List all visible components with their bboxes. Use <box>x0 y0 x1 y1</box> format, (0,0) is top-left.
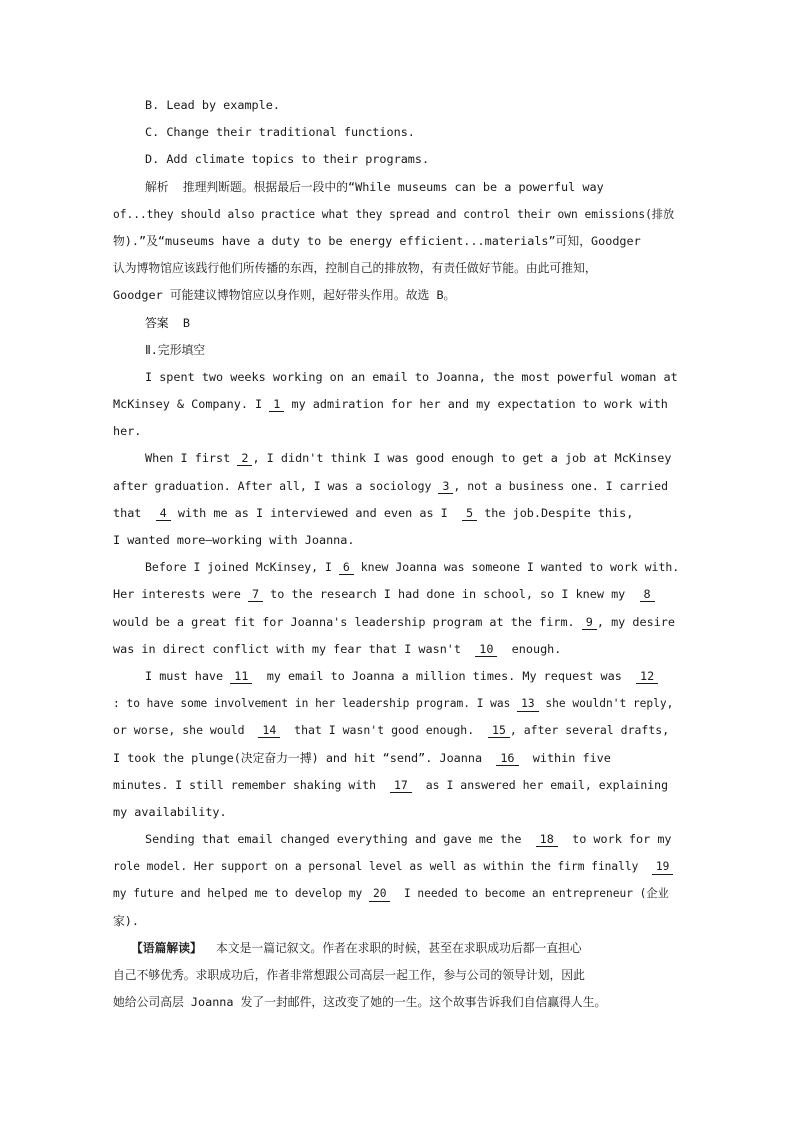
passage-p1-line-2 <box>113 391 681 418</box>
passage-text: , I didn't think I was good enough to get a job at McKinsey <box>252 451 672 466</box>
passage-text: within five <box>532 750 611 765</box>
passage-text: minutes. I still remember shaking with <box>113 777 377 792</box>
blank-15[interactable]: 15 <box>488 723 510 738</box>
analysis-text: 物).”及“museums have a duty to be energy efficient...materials”可知，Goodger <box>113 233 641 248</box>
passage-text: I took the plunge(决定奋力一搏) and hit “send”. Joanna <box>113 750 483 765</box>
passage-text: was in direct conflict with my fear that I wasn't <box>113 641 462 656</box>
passage-p4-line-2 <box>113 690 681 717</box>
option-letter: D. <box>145 152 160 167</box>
analysis-text: of...they should also practice what they spread and control their own emissions(排放 <box>113 207 675 221</box>
blank-11[interactable]: 11 <box>230 669 252 684</box>
passage-text: my email to Joanna a million times. My request was <box>266 668 622 683</box>
passage-p5-line-4: 家). <box>113 913 140 928</box>
passage-text: my future and helped me to develop my <box>113 887 363 901</box>
passage-p1-line-1: I spent two weeks working on an email to Joanna, the most powerful woman at <box>145 369 678 384</box>
passage-p5-line-2 <box>113 853 681 880</box>
option-text: Add climate topics to their programs. <box>166 152 430 167</box>
passage-text: McKinsey & Company. I <box>113 397 263 412</box>
passage-text: as I answered her email, explaining <box>425 777 669 792</box>
passage-text: I must have <box>145 668 224 683</box>
reading-line-2: 自己不够优秀。求职成功后，作者非常想跟公司高层一起工作，参与公司的领导计划，因此 <box>113 968 585 982</box>
passage-p3-line-3 <box>113 609 681 636</box>
analysis-text: 推理判断题。根据最后一段中的“While museums can be a powerful way <box>182 179 604 194</box>
passage-text: role model. Her support on a personal level as well as within the firm finally <box>113 860 639 874</box>
analysis-line-1 <box>113 174 681 201</box>
passage-p2-line-4: I wanted more—working with Joanna. <box>113 533 355 547</box>
blank-3[interactable]: 3 <box>438 479 453 494</box>
passage-text: : to have some involvement in her leadership program. I was <box>113 697 511 711</box>
passage-text: after graduation. After all, I was a sociology <box>113 478 432 493</box>
option-d <box>113 146 681 173</box>
analysis-label: 解析 <box>145 179 169 194</box>
option-text: Lead by example. <box>166 98 280 112</box>
blank-16[interactable]: 16 <box>496 751 518 766</box>
blank-12[interactable]: 12 <box>636 669 658 684</box>
passage-text: to work for my <box>572 832 672 847</box>
passage-text: with me as I interviewed and even as I <box>177 505 448 520</box>
option-letter: C. <box>145 125 160 140</box>
passage-p4-line-6: my availability. <box>113 804 227 819</box>
reading-line-3: 她给公司高层 Joanna 发了一封邮件，这改变了她的一生。这个故事告诉我们自信赢得人生。 <box>113 995 607 1010</box>
blank-2[interactable]: 2 <box>237 451 252 466</box>
passage-text: enough. <box>511 641 562 656</box>
passage-p1-line-3: her. <box>113 424 142 439</box>
blank-14[interactable]: 14 <box>258 723 280 738</box>
passage-p5-line-3 <box>113 880 681 907</box>
passage-text: When I first <box>145 451 231 466</box>
option-c <box>113 119 681 146</box>
reading-label: 【语篇解读】 <box>131 940 202 955</box>
passage-p3-line-4 <box>113 636 681 663</box>
answer-line <box>113 310 681 337</box>
blank-8[interactable]: 8 <box>640 587 655 602</box>
option-letter: B. <box>145 98 160 112</box>
reading-line-1 <box>113 935 681 962</box>
blank-10[interactable]: 10 <box>475 642 497 657</box>
passage-p4-line-3 <box>113 717 681 744</box>
passage-p4-line-5 <box>113 772 681 799</box>
passage-p2-line-1 <box>113 445 681 472</box>
passage-text: Sending that email changed everything and gave me the <box>145 832 522 847</box>
blank-1[interactable]: 1 <box>269 397 284 412</box>
passage-p2-line-3 <box>113 500 681 527</box>
blank-20[interactable]: 20 <box>369 887 390 902</box>
answer-label: 答案 <box>145 315 169 330</box>
answer-value: B <box>182 315 190 330</box>
section-title: Ⅱ.完形填空 <box>145 342 206 357</box>
passage-p3-line-2 <box>113 581 681 608</box>
blank-7[interactable]: 7 <box>248 587 263 602</box>
analysis-text: 认为博物馆应该践行他们所传播的东西，控制自己的排放物，有责任做好节能。由此可推知， <box>113 261 597 276</box>
blank-19[interactable]: 19 <box>652 860 673 875</box>
passage-p4-line-1 <box>113 663 681 690</box>
option-b <box>113 92 681 119</box>
document-body <box>113 92 681 1016</box>
analysis-line-2 <box>113 201 681 228</box>
passage-text: the job.Despite this, <box>484 505 634 520</box>
blank-17[interactable]: 17 <box>390 778 412 793</box>
passage-text: Her interests were <box>113 587 241 602</box>
blank-5[interactable]: 5 <box>462 506 477 521</box>
passage-text: or worse, she would <box>113 723 245 738</box>
passage-text: Before I joined McKinsey, I <box>145 560 332 575</box>
blank-4[interactable]: 4 <box>156 506 171 521</box>
analysis-line-5 <box>113 282 681 309</box>
passage-text: that I wasn't good enough. <box>294 723 475 738</box>
passage-p4-line-4 <box>113 745 681 772</box>
blank-9[interactable]: 9 <box>582 615 597 630</box>
analysis-line-4 <box>113 255 681 282</box>
passage-text: , not a business one. I carried <box>453 478 669 493</box>
passage-text: I needed to become an entrepreneur (企业 <box>403 887 669 901</box>
passage-p5-line-1 <box>113 826 681 853</box>
passage-text: that <box>113 505 142 520</box>
passage-p3-line-1 <box>113 554 681 581</box>
passage-text: , my desire <box>596 614 676 629</box>
option-text: Change their traditional functions. <box>166 125 415 140</box>
reading-text: 本文是一篇记叙文。作者在求职的时候，甚至在求职成功后都一直担心 <box>216 940 582 955</box>
passage-text: my admiration for her and my expectation to work with <box>291 397 668 412</box>
analysis-text: Goodger 可能建议博物馆应以身作则，起好带头作用。故选 B。 <box>113 288 456 303</box>
analysis-line-3 <box>113 228 681 255</box>
passage-p2-line-2 <box>113 473 681 500</box>
blank-6[interactable]: 6 <box>339 560 354 575</box>
passage-text: to the research I had done in school, so I knew my <box>270 587 626 602</box>
passage-text: knew Joanna was someone I wanted to work with. <box>360 560 680 575</box>
blank-13[interactable]: 13 <box>517 697 538 712</box>
passage-text: she wouldn't reply, <box>545 697 674 711</box>
passage-text: , after several drafts, <box>509 723 670 738</box>
blank-18[interactable]: 18 <box>536 832 558 847</box>
passage-text: would be a great fit for Joanna's leadership program at the firm. <box>113 614 575 629</box>
